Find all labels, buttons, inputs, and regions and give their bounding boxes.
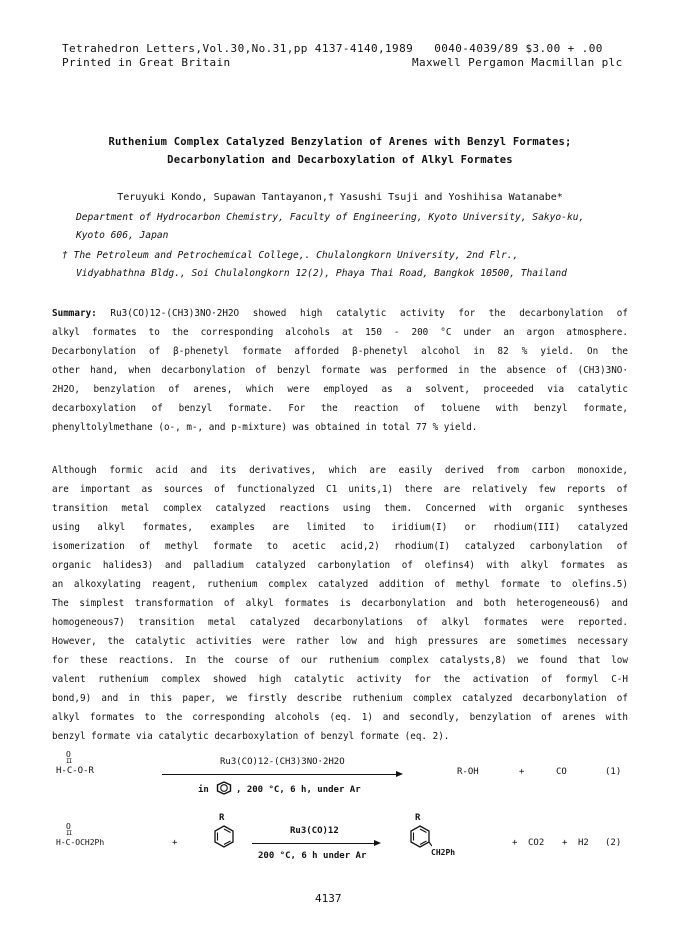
- body-line: for these reactions. In the course of our ruthenium complex catalysts,8) we found that low: [52, 655, 628, 666]
- publisher-line: Maxwell Pergamon Macmillan plc: [412, 56, 623, 69]
- summary-line: phenyltolylmethane (o-, m-, and p-mixture) was obtained in total 77 % yield.: [52, 422, 478, 433]
- summary: [52, 304, 628, 437]
- body-line: However, the catalytic activities were rather low and high pressures are sometimes necessary: [52, 636, 628, 647]
- eq2-reactant: H-C-OCH2Ph: [56, 838, 105, 847]
- eq2-reaction-arrow: [252, 843, 376, 844]
- body-line: alkyl formates to the corresponding alcohols (eq. 1) and secondly, benzylation of arenes with: [52, 712, 628, 723]
- arene-ring-icon: [213, 825, 235, 849]
- eq2-plus-1: +: [172, 838, 178, 848]
- eq2-plus-2: +: [512, 838, 518, 848]
- benzene-ring-icon: [216, 781, 232, 795]
- body-line: using alkyl formates, examples are limited to iridium(I) or rhodium(III) catalyzed: [52, 522, 628, 533]
- eq2-plus-3: +: [562, 838, 568, 848]
- eq2-catalyst: Ru3(CO)12: [290, 826, 339, 836]
- body-line: organic halides3) and palladium catalyzed carbonylation of olefins4) with alkyl formates as: [52, 560, 628, 571]
- journal-citation-line: Tetrahedron Letters,Vol.30,No.31,pp 4137-4140,1989 0040-4039/89 $3.00 + .00: [62, 42, 603, 55]
- eq2-number: (2): [605, 838, 622, 848]
- body-line: valent ruthenium complex showed high catalytic activity for the activation of formyl C-H: [52, 674, 628, 685]
- affiliation-2-line-2: Vidyabhathna Bldg., Soi Chulalongkorn 12(2), Phaya Thai Road, Bangkok 10500, Thailand: [76, 268, 567, 279]
- body-line: homogeneous7) transition metal catalyzed decarbonylations of alkyl formates were reported.: [52, 617, 628, 628]
- eq2-product-substituent: R: [415, 813, 421, 823]
- eq1-number: (1): [605, 767, 622, 777]
- eq1-product-co: CO: [556, 767, 567, 777]
- eq2-arene-substituent: R: [219, 813, 225, 823]
- body-line: an alkoxylating reagent, ruthenium complex catalyzed addition of methyl formate to olefins.5): [52, 579, 628, 590]
- summary-line: [52, 304, 628, 323]
- affiliation-2-line-1: † The Petroleum and Petrochemical College,. Chulalongkorn University, 2nd Flr.,: [62, 250, 519, 261]
- body-line: Although formic acid and its derivatives, which are easily derived from carbon monoxide,: [52, 465, 628, 476]
- body-line: The simplest transformation of alkyl formates is decarbonylation and both heterogeneous6) and: [52, 598, 628, 609]
- introduction-paragraph: [52, 461, 628, 746]
- body-line: transition metal complex catalyzed reactions using them. Concerned with organic syntheses: [52, 503, 628, 514]
- summary-line: 2H2O, benzylation of arenes, which were employed as a solvent, proceeded via catalytic: [52, 384, 628, 395]
- eq2-reactant-oxygen: O: [66, 822, 71, 831]
- body-line: isomerization of methyl formate to acetic acid,2) rhodium(I) catalyzed carbonylation of: [52, 541, 628, 552]
- eq1-conditions: , 200 °C, 6 h, under Ar: [236, 785, 361, 795]
- eq2-arrowhead-icon: [374, 840, 381, 846]
- summary-line: Decarbonylation of β-phenetyl formate afforded β-phenetyl alcohol in 82 % yield. On the: [52, 346, 628, 357]
- summary-label: Summary:: [52, 308, 97, 319]
- paper-title-line-1: Ruthenium Complex Catalyzed Benzylation of Arenes with Benzyl Formates;: [108, 136, 572, 148]
- eq1-reactant-double-bond: II: [66, 758, 72, 765]
- eq1-reaction-arrow: [162, 774, 398, 775]
- eq2-product-co2: CO2: [528, 838, 545, 848]
- eq1-catalyst: Ru3(CO)12-(CH3)3NO·2H2O: [220, 757, 345, 767]
- eq1-product-alcohol: R-OH: [457, 767, 479, 777]
- body-line: benzyl formate via catalytic decarboxylation of benzyl formate (eq. 2).: [52, 731, 450, 742]
- summary-text: Ru3(CO)12-(CH3)3NO·2H2O showed high catalytic activity for the decarbonylation of: [96, 308, 628, 319]
- printed-in-line: Printed in Great Britain: [62, 56, 231, 69]
- summary-line: other hand, when decarbonylation of benzyl formate was performed in the absence of (CH3)3NO·: [52, 365, 628, 376]
- author-list: Teruyuki Kondo, Supawan Tantayanon,† Yasushi Tsuji and Yoshihisa Watanabe*: [117, 192, 563, 203]
- summary-line: decarboxylation of benzyl formate. For the reaction of toluene with benzyl formate,: [52, 403, 628, 414]
- product-ring-icon: [408, 825, 432, 851]
- body-line: bond,9) and in this paper, we firstly describe ruthenium complex catalyzed decarbonylation of: [52, 693, 628, 704]
- eq2-reactant-double-bond: II: [66, 830, 72, 837]
- eq1-conditions-prefix: in: [198, 785, 209, 795]
- eq1-plus: +: [519, 767, 525, 777]
- affiliation-1-line-2: Kyoto 606, Japan: [76, 230, 169, 241]
- body-line: are important as sources of functionalyzed C1 units,1) there are relatively few reports of: [52, 484, 628, 495]
- eq1-arrowhead-icon: [396, 771, 403, 777]
- affiliation-1-line-1: Department of Hydrocarbon Chemistry, Faculty of Engineering, Kyoto University, Sakyo-ku,: [76, 212, 585, 223]
- eq2-product-benzyl-group: CH2Ph: [431, 848, 456, 857]
- eq1-reactant-oxygen: O: [66, 750, 71, 759]
- eq2-conditions: 200 °C, 6 h under Ar: [258, 851, 367, 861]
- eq2-product-h2: H2: [578, 838, 589, 848]
- eq1-reactant: H-C-O-R: [56, 766, 94, 776]
- summary-line: alkyl formates to the corresponding alcohols at 150 - 200 °C under an argon atmosphere.: [52, 327, 628, 338]
- paper-title-line-2: Decarbonylation and Decarboxylation of Alkyl Formates: [167, 154, 513, 166]
- page-number: 4137: [315, 892, 342, 905]
